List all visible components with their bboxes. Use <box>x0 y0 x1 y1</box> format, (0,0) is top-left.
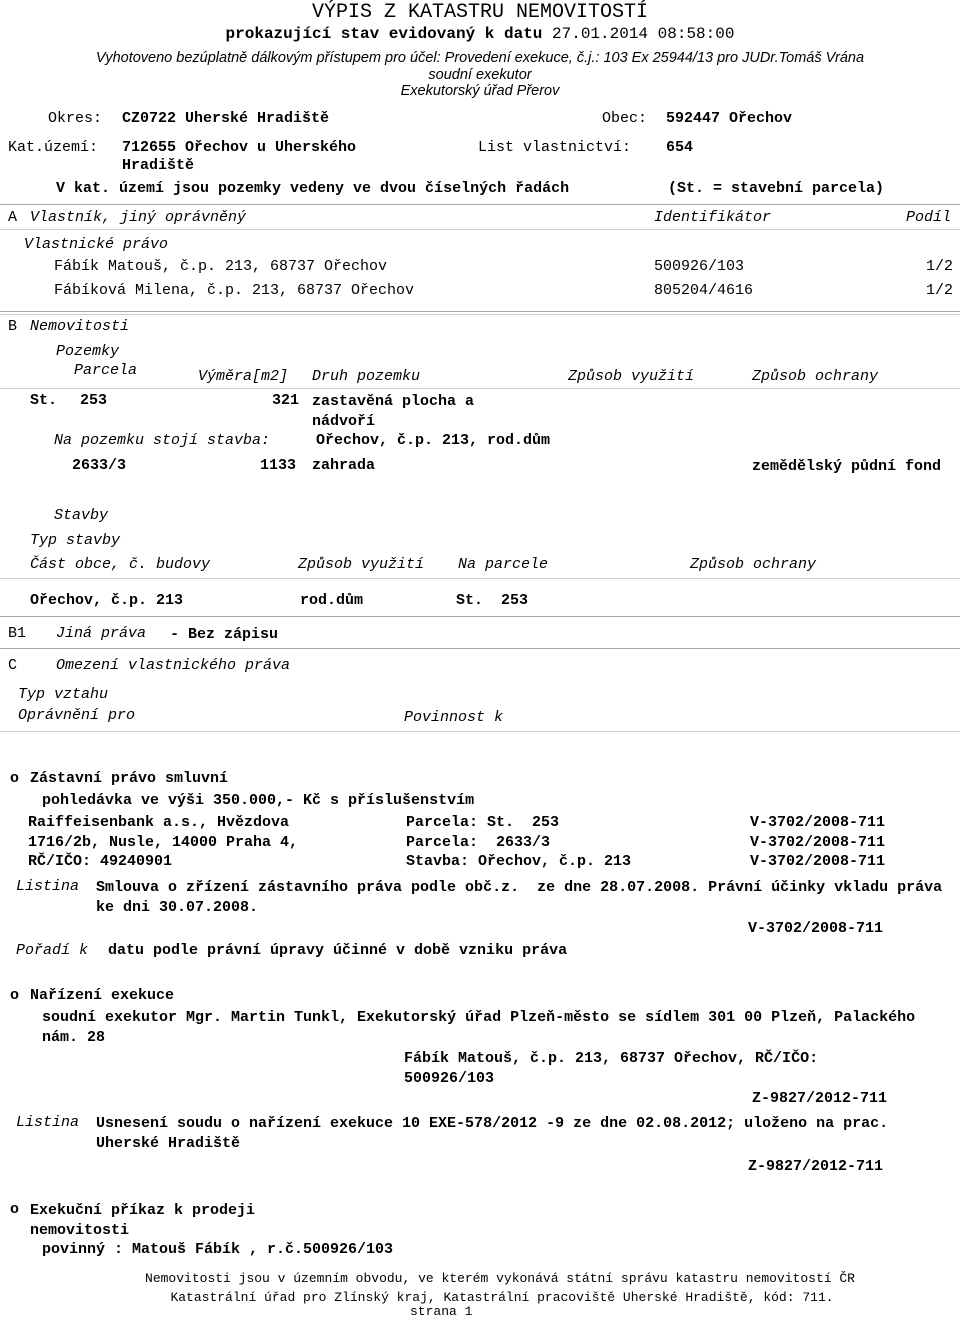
parcel-area: 1133 <box>260 457 297 474</box>
parcel-type: zastavěná plocha a nádvoří <box>312 393 475 430</box>
section-b-code: B <box>8 318 18 335</box>
listina-label: Listina <box>16 878 80 895</box>
listina-text: Smlouva o zřízení zástavního práva podle obč.z. ze dne 28.07.2008. Právní účinky vkladu práva ke dni 30.07.2008. <box>96 879 952 916</box>
entitled-line: 1716/2b, Nusle, 14000 Praha 4, <box>28 834 299 851</box>
owner-share: 1/2 <box>926 282 954 299</box>
entry-desc: povinný : Matouš Fábík , r.č.500926/103 <box>42 1241 394 1258</box>
listina-text: Usnesení soudu o nařízení exekuce 10 EXE-578/2012 -9 ze dne 02.08.2012; uloženo na prac. Uherské Hradiště <box>96 1115 889 1152</box>
col-area: Výměra[m2] <box>198 368 289 385</box>
col-parcel: Parcela <box>74 362 138 379</box>
land-title: Pozemky <box>56 343 120 360</box>
divider <box>0 578 960 579</box>
entitled-line: Raiffeisenbank a.s., Hvězdova <box>28 814 290 831</box>
owner-id: 805204/4616 <box>654 282 754 299</box>
col-type: Druh pozemku <box>312 368 421 385</box>
section-c-title: Omezení vlastnického práva <box>56 657 291 674</box>
listina-reference: Z-9827/2012-711 <box>748 1158 884 1175</box>
poradi-text: datu podle právní úpravy účinné v době vzniku práva <box>108 942 568 959</box>
reference-number: Z-9827/2012-711 <box>752 1090 888 1107</box>
parcel-area: 321 <box>272 392 300 409</box>
issued-role: soudní exekutor <box>428 67 532 83</box>
subtitle-prefix: prokazující stav evidovaný k datu <box>225 25 543 43</box>
col-entitled: Oprávnění pro <box>18 707 136 724</box>
divider <box>0 314 960 315</box>
reference-number: V-3702/2008-711 <box>750 814 886 831</box>
col-relation: Typ vztahu <box>18 686 109 703</box>
parcel-type: zahrada <box>312 457 376 474</box>
section-c-code: C <box>8 657 18 674</box>
page-number: strana 1 <box>410 1304 473 1319</box>
col-identifier: Identifikátor <box>654 209 772 226</box>
entry-desc: pohledávka ve výši 350.000,- Kč s příslušenstvím <box>42 792 475 809</box>
obligation-line: Fábík Matouš, č.p. 213, 68737 Ořechov, RČ/IČO: 500926/103 <box>404 1050 819 1087</box>
divider <box>0 311 960 312</box>
divider <box>0 229 960 230</box>
obligation-line: Parcela: St. 253 <box>406 814 560 831</box>
entry-bullet: o <box>10 987 20 1004</box>
owner-share: 1/2 <box>926 258 954 275</box>
obec-label: Obec: <box>602 110 648 127</box>
section-b-title: Nemovitosti <box>30 318 130 335</box>
reference-number: V-3702/2008-711 <box>750 834 886 851</box>
section-b1-value: - Bez zápisu <box>170 626 279 643</box>
extract-date: 27.01.2014 08:58:00 <box>552 25 735 43</box>
obec-value: 592447 Ořechov <box>666 110 793 127</box>
numbering-note: V kat. území jsou pozemky vedeny ve dvou číselných řadách <box>56 180 570 197</box>
parcel-prefix: St. <box>30 392 58 409</box>
col-protection: Způsob ochrany <box>752 368 879 385</box>
col-obligation: Povinnost k <box>404 709 504 726</box>
section-b1-title: Jiná práva <box>56 625 147 642</box>
poradi-label: Pořadí k <box>16 942 89 959</box>
owner-name: Fábík Matouš, č.p. 213, 68737 Ořechov <box>54 258 388 275</box>
page-title: VÝPIS Z KATASTRU NEMOVITOSTÍ <box>311 1 649 24</box>
footer-line-2: Katastrální úřad pro Zlínský kraj, Katastrální pracoviště Uherské Hradiště, kód: 711. <box>170 1290 834 1305</box>
obligation-line: Stavba: Ořechov, č.p. 213 <box>406 853 632 870</box>
divider <box>0 616 960 617</box>
entry-desc: soudní exekutor Mgr. Martin Tunkl, Exekutorský úřad Plzeň-město se sídlem 301 00 Plzeň, Palackého nám. 28 <box>42 1009 916 1046</box>
entitled-line: RČ/IČO: 49240901 <box>28 853 173 870</box>
subtitle <box>0 25 960 43</box>
col-share: Podíl <box>906 209 952 226</box>
listina-label: Listina <box>16 1114 80 1131</box>
section-a-title: Vlastník, jiný oprávněný <box>30 209 247 226</box>
owner-name: Fábíková Milena, č.p. 213, 68737 Ořechov <box>54 282 415 299</box>
col-building-parcel: Na parcele <box>458 556 549 573</box>
col-building-part: Část obce, č. budovy <box>30 556 211 573</box>
building-part: Ořechov, č.p. 213 <box>30 592 184 609</box>
divider <box>0 648 960 649</box>
col-use: Způsob využití <box>568 368 695 385</box>
owner-id: 500926/103 <box>654 258 745 275</box>
parcel-number: 2633/3 <box>72 457 127 474</box>
kat-label: Kat.území: <box>8 139 99 156</box>
okres-label: Okres: <box>48 110 103 127</box>
listina-reference: V-3702/2008-711 <box>748 920 884 937</box>
divider <box>0 731 960 732</box>
entry-bullet: o <box>10 1201 20 1218</box>
divider <box>0 204 960 205</box>
divider <box>0 388 960 389</box>
obligation-line: Parcela: 2633/3 <box>406 834 551 851</box>
kat-value: 712655 Ořechov u Uherského Hradiště <box>122 139 357 174</box>
lv-label: List vlastnictví: <box>478 139 632 156</box>
issued-office: Exekutorský úřad Přerov <box>400 83 560 99</box>
building-on-label: Na pozemku stojí stavba: <box>54 432 271 449</box>
reference-number: V-3702/2008-711 <box>750 853 886 870</box>
ownership-subtitle: Vlastnické právo <box>24 236 169 253</box>
section-b1-code: B1 <box>8 625 27 642</box>
buildings-title: Stavby <box>54 507 109 524</box>
entry-title: Zástavní právo smluvní <box>30 770 229 787</box>
entry-title: Exekuční příkaz k prodeji nemovitosti <box>30 1202 256 1239</box>
section-a-code: A <box>8 209 18 226</box>
col-building-type: Typ stavby <box>30 532 121 549</box>
col-building-use: Způsob využití <box>298 556 425 573</box>
building-use: rod.dům <box>300 592 364 609</box>
entry-title: Nařízení exekuce <box>30 987 175 1004</box>
parcel-number: 253 <box>80 392 108 409</box>
lv-value: 654 <box>666 139 694 156</box>
parcel-protection: zemědělský půdní fond <box>752 458 942 475</box>
entry-bullet: o <box>10 770 20 787</box>
okres-value: CZ0722 Uherské Hradiště <box>122 110 330 127</box>
building-parcel: St. 253 <box>456 592 529 609</box>
footer-line-1: Nemovitosti jsou v územním obvodu, ve kterém vykonává státní správu katastru nemovitostí ČR <box>145 1271 855 1286</box>
building-on-value: Ořechov, č.p. 213, rod.dům <box>316 432 551 449</box>
numbering-legend: (St. = stavební parcela) <box>668 180 885 197</box>
col-building-protection: Způsob ochrany <box>690 556 817 573</box>
issued-line: Vyhotoveno bezúplatně dálkovým přístupem pro účel: Provedení exekuce, č.j.: 103 Ex 25944/13 pro JUDr.Tomáš Vrána <box>95 50 865 66</box>
